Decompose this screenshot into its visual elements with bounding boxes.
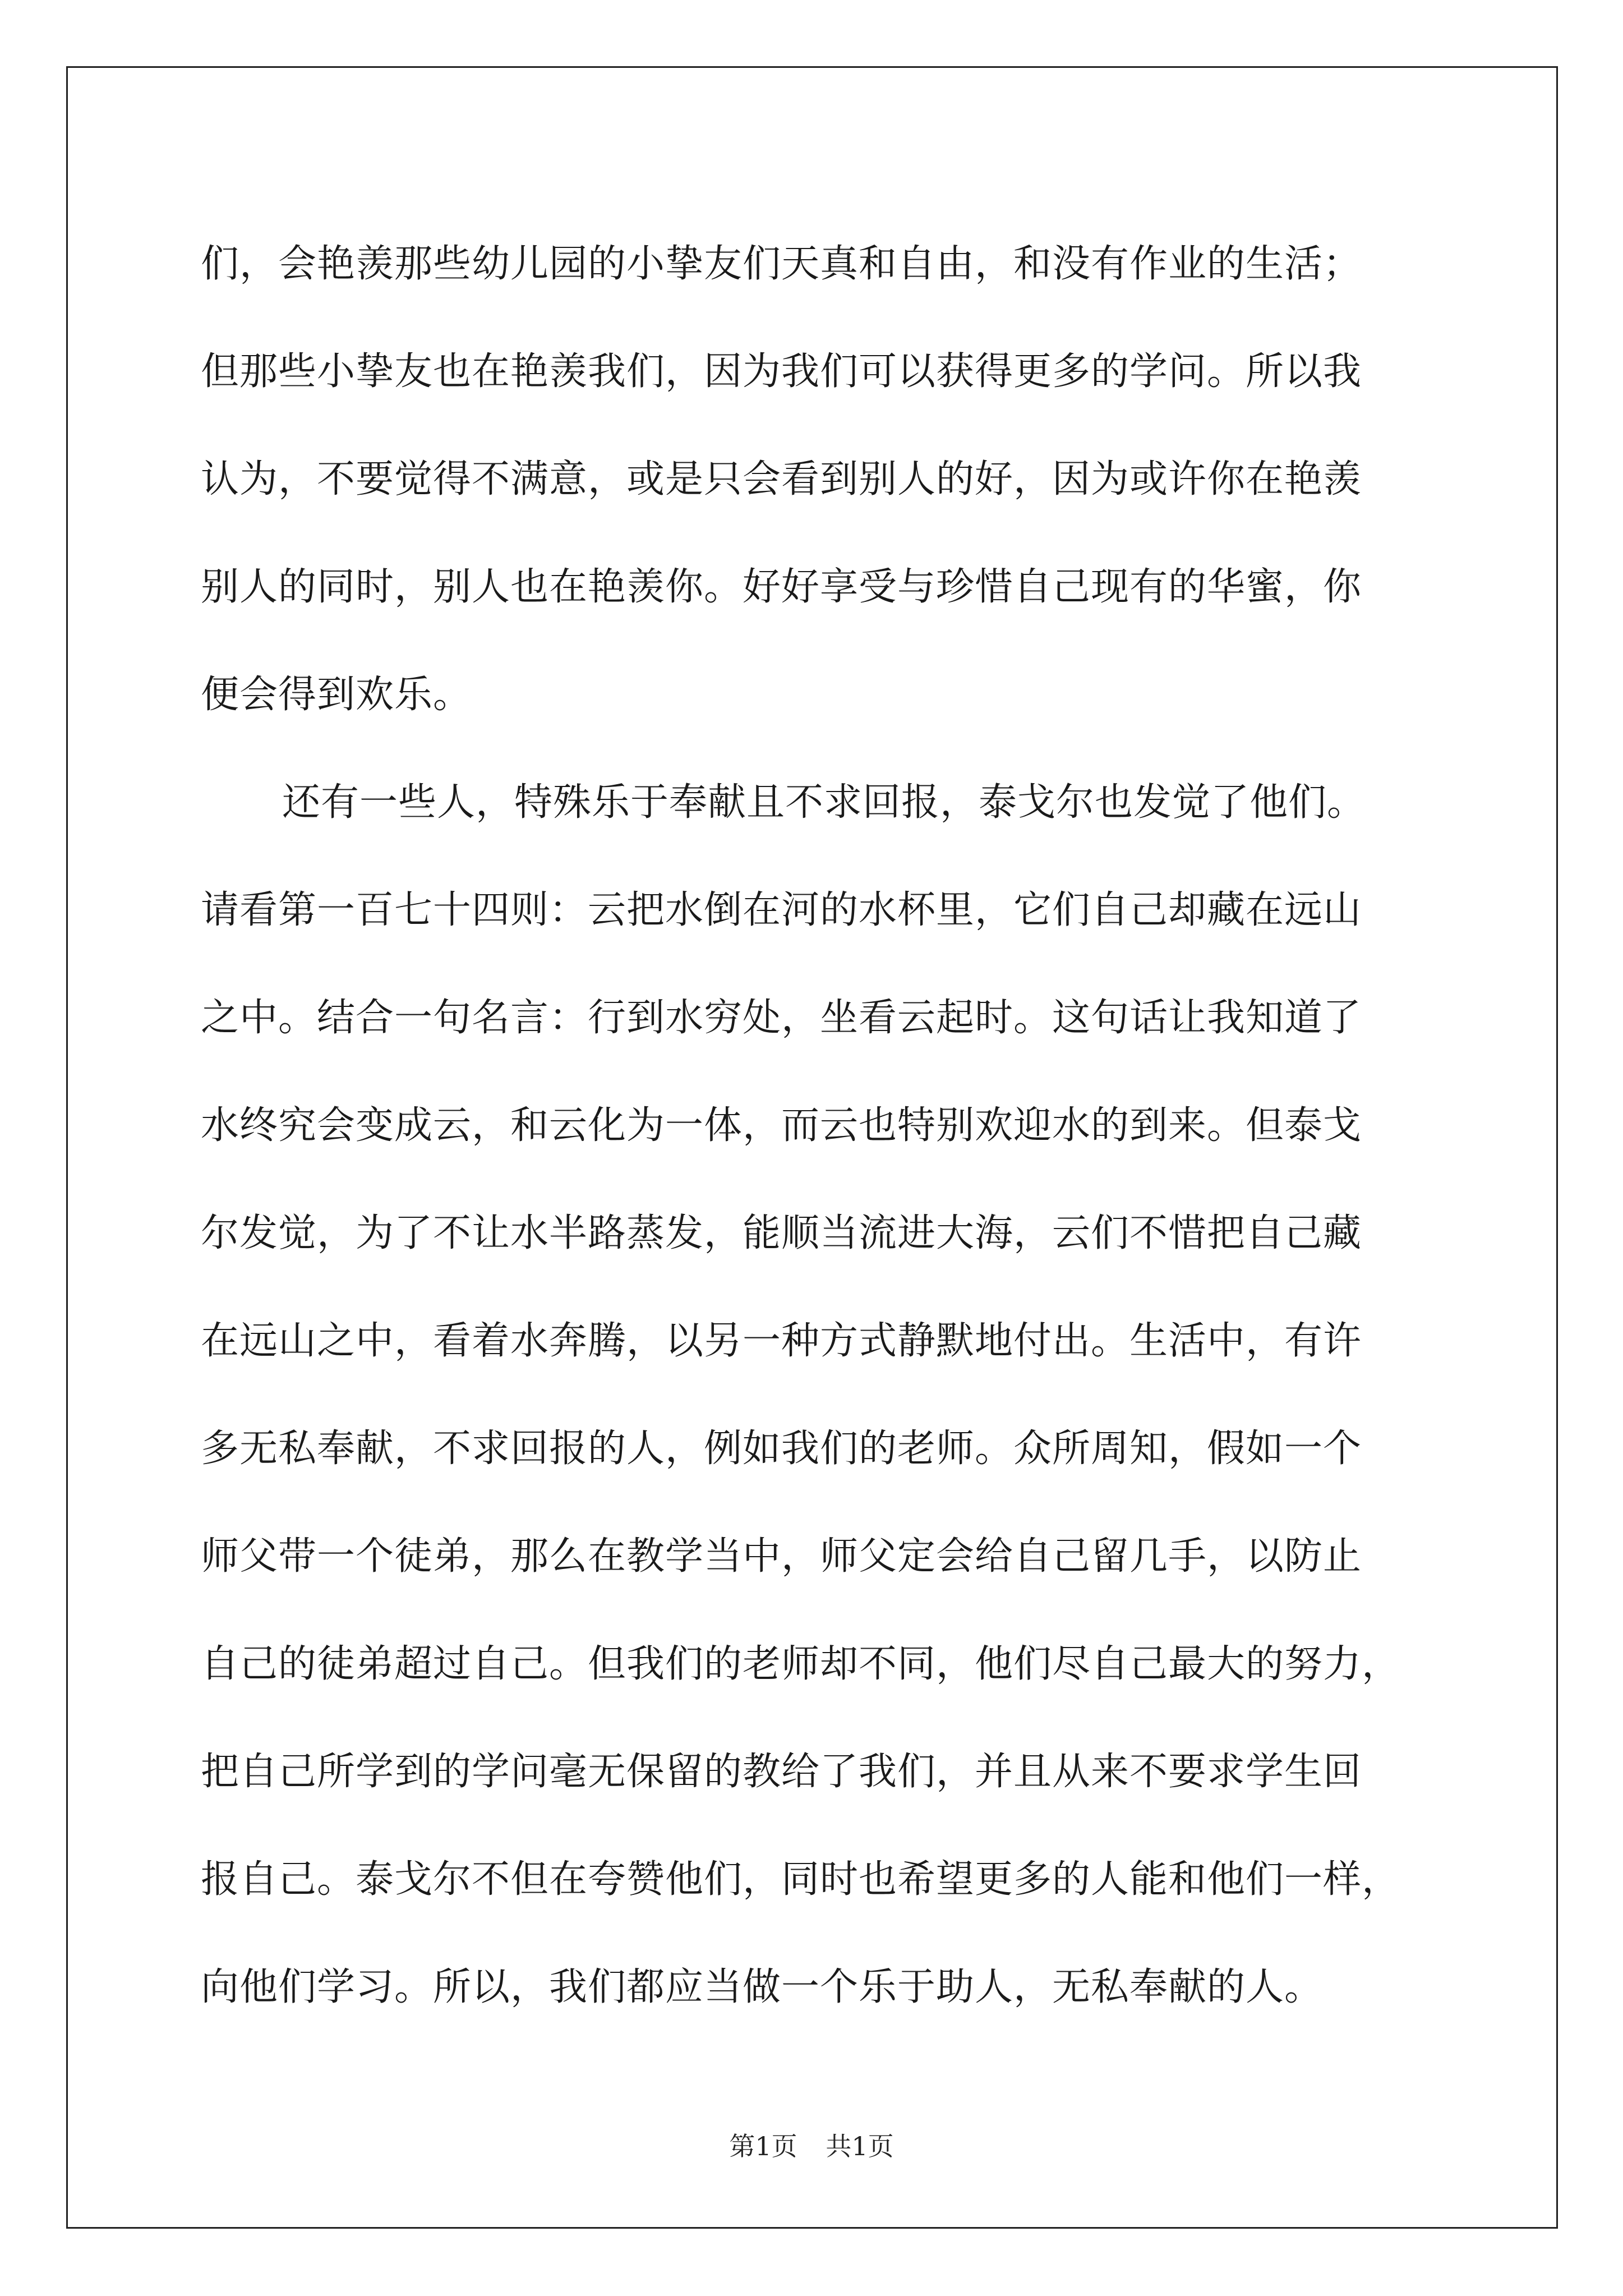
document-body xyxy=(201,210,1435,2041)
text-line: 多无私奉献，不求回报的人，例如我们的老师。众所周知，假如一个 xyxy=(201,1427,1362,1471)
text-line: 还有一些人，特殊乐于奉献且不求回报，泰戈尔也发觉了他们。 xyxy=(282,780,1366,825)
text-line: 水终究会变成云，和云化为一体，而云也特别欢迎水的到来。但泰戈 xyxy=(201,1103,1362,1148)
text-line: 们，会艳羡那些幼儿园的小挚友们天真和自由，和没有作业的生活； xyxy=(201,242,1362,286)
text-line: 报自己。泰戈尔不但在夸赞他们，同时也希望更多的人能和他们一样， xyxy=(201,1857,1401,1902)
text-line: 向他们学习。所以，我们都应当做一个乐于助人，无私奉献的人。 xyxy=(201,1965,1324,2009)
text-line: 便会得到欢乐。 xyxy=(201,673,472,717)
text-line: 自己的徒弟超过自己。但我们的老师却不同，他们尽自己最大的努力， xyxy=(201,1642,1401,1686)
text-line: 认为，不要觉得不满意，或是只会看到别人的好，因为或许你在艳羡 xyxy=(201,457,1362,501)
text-line: 请看第一百七十四则：云把水倒在河的水杯里，它们自己却藏在远山 xyxy=(201,888,1362,932)
page-number-current: 第1页 xyxy=(729,2131,797,2161)
text-line: 在远山之中，看着水奔腾，以另一种方式静默地付出。生活中，有许 xyxy=(201,1319,1362,1363)
text-line: 把自己所学到的学问毫无保留的教给了我们，并且从来不要求学生回 xyxy=(201,1750,1362,1794)
text-line: 师父带一个徒弟，那么在教学当中，师父定会给自己留几手，以防止 xyxy=(201,1534,1362,1579)
text-line: 之中。结合一句名言：行到水穷处，坐看云起时。这句话让我知道了 xyxy=(201,996,1362,1040)
page-number-total: 共1页 xyxy=(826,2131,894,2161)
page-footer xyxy=(0,2126,1623,2163)
text-line: 别人的同时，别人也在艳羡你。好好享受与珍惜自己现有的华蜜，你 xyxy=(201,565,1362,609)
text-line: 但那些小挚友也在艳羡我们，因为我们可以获得更多的学问。所以我 xyxy=(201,349,1362,394)
text-line: 尔发觉，为了不让水半路蒸发，能顺当流进大海，云们不惜把自己藏 xyxy=(201,1211,1362,1255)
